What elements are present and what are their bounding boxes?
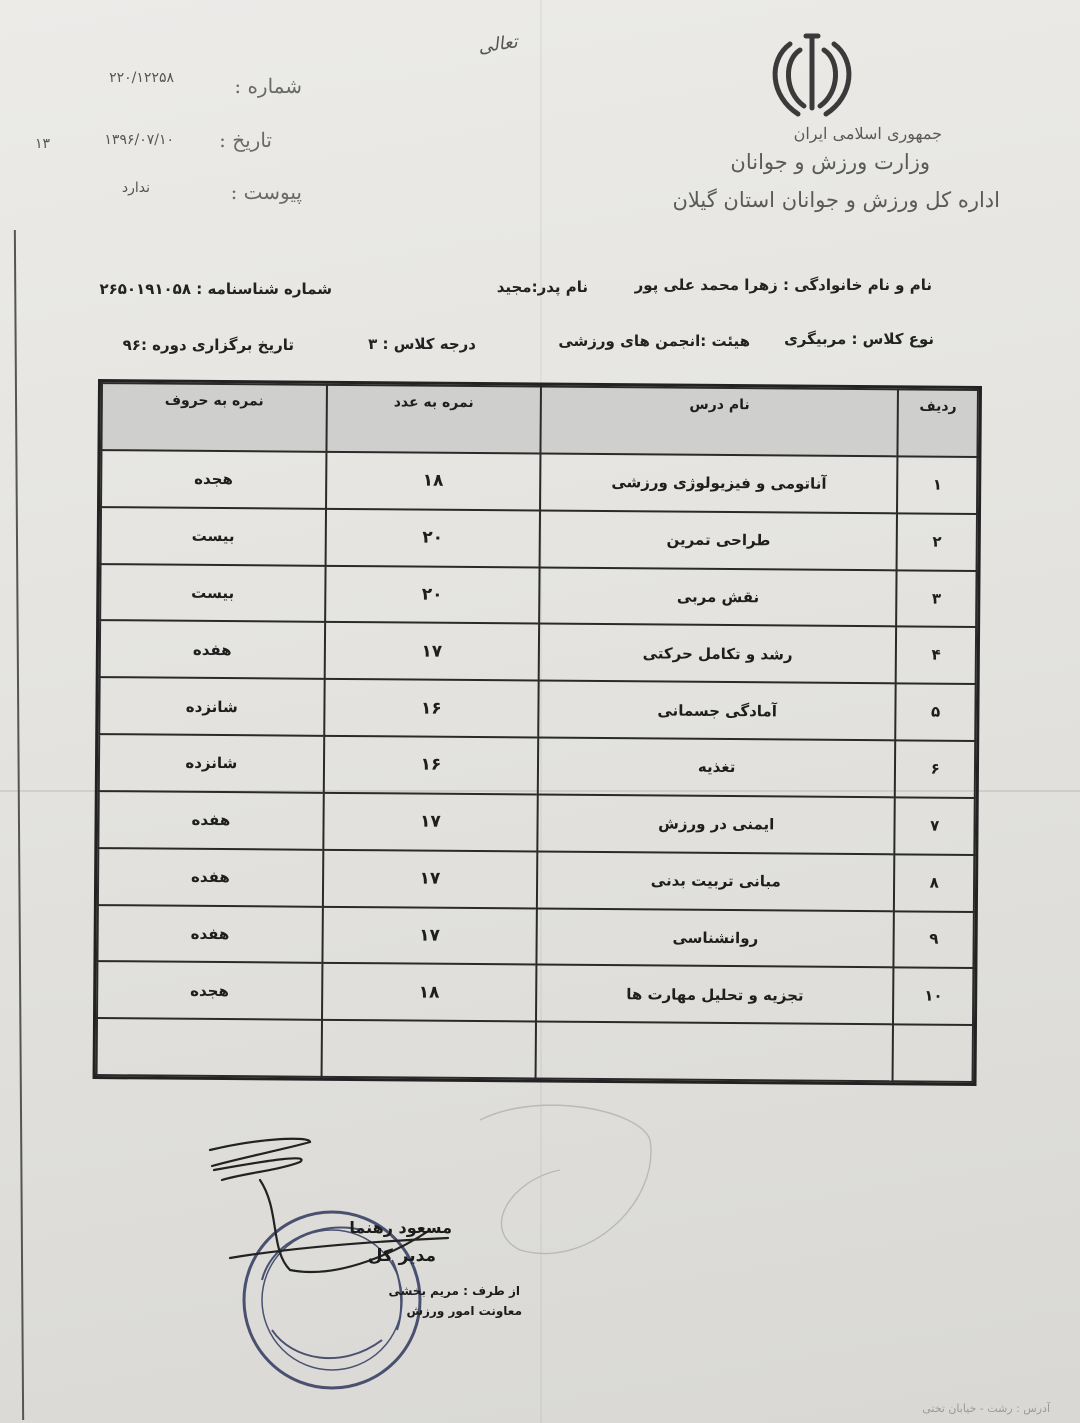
ministry-line2: وزارت ورزش و جوانان: [730, 150, 930, 174]
on-behalf: از طرف : مریم بخشی: [388, 1284, 520, 1298]
cell-score-digits: ۲۰: [325, 565, 540, 623]
cell-score-digits: ۱۸: [322, 963, 537, 1021]
date-prefix: ۱۳: [34, 136, 50, 152]
attachment-value: ندارد: [121, 180, 150, 196]
cell-empty: [893, 1024, 973, 1081]
cell-score-words: بیست: [100, 564, 325, 623]
cell-row-number: ۳: [896, 570, 976, 627]
class-type: نوع کلاس : مربیگری: [784, 330, 934, 348]
cell-row-number: ۲: [897, 513, 977, 570]
cell-course: آناتومی و فیزیولوژی ورزشی: [540, 454, 898, 514]
header-row-number: ردیف: [898, 389, 978, 457]
cell-score-digits: ۲۰: [325, 509, 540, 567]
header-score-words: نمره به حروف: [101, 383, 326, 452]
cell-course: آمادگی جسمانی: [538, 681, 896, 741]
signer-name: مسعود رهنما: [349, 1218, 452, 1237]
cell-row-number: ۱۰: [893, 968, 973, 1025]
cell-course: مبانی تربیت بدنی: [537, 851, 895, 911]
cell-score-words: هجده: [97, 961, 322, 1020]
cell-score-digits: ۱۷: [323, 793, 538, 851]
id-number: شماره شناسنامه : ۲۶۵۰۱۹۱۰۵۸: [99, 280, 332, 298]
cell-score-words: شانزده: [99, 677, 324, 736]
cell-course: تغذیه: [538, 738, 896, 798]
class-grade: درجه کلاس : ۳: [368, 335, 476, 353]
cell-row-number: ۱: [897, 456, 977, 513]
table-row: [100, 564, 976, 628]
cell-score-digits: ۱۶: [323, 736, 538, 794]
table-row: [99, 677, 975, 741]
board: هیئت :انجمن های ورزشی: [558, 332, 750, 350]
cell-score-digits: ۱۸: [326, 452, 541, 510]
cell-course: روانشناسی: [536, 908, 894, 968]
cell-score-words: هفده: [100, 621, 325, 680]
cell-score-words: هجده: [101, 450, 326, 509]
cell-row-number: ۷: [895, 797, 975, 854]
attachment-label: پیوست :: [230, 180, 302, 204]
cell-empty: [536, 1022, 894, 1082]
cell-score-digits: ۱۶: [324, 679, 539, 737]
table-empty-row: [97, 1018, 973, 1082]
cell-score-digits: ۱۷: [322, 906, 537, 964]
ministry-line3: اداره کل ورزش و جوانان استان گیلان: [672, 188, 1000, 212]
table-row: [97, 905, 973, 969]
margin-line: [14, 230, 24, 1420]
table-row: [98, 848, 974, 912]
table-row: [99, 734, 975, 798]
cell-score-words: بیست: [101, 507, 326, 566]
pencil-scribble: [420, 1080, 680, 1280]
table-row: [101, 507, 977, 571]
cell-row-number: ۹: [894, 911, 974, 968]
date-value: ۱۳۹۶/۰۷/۱۰: [104, 132, 174, 148]
table-row: [97, 961, 973, 1025]
cell-score-words: هفده: [98, 848, 323, 907]
cell-score-words: هفده: [97, 905, 322, 964]
signer-title: مدیر کل: [367, 1246, 436, 1266]
cell-score-words: هفده: [98, 791, 323, 850]
grades-table: [93, 379, 982, 1086]
cell-row-number: ۵: [896, 684, 976, 741]
cell-course: تجزیه و تحلیل مهارت ها: [536, 965, 894, 1025]
top-mark: تعالی: [476, 31, 519, 58]
cell-score-words: شانزده: [99, 734, 324, 793]
cell-course: ایمنی در ورزش: [537, 794, 895, 854]
cell-empty: [321, 1020, 536, 1079]
table-row: [100, 621, 976, 685]
date-label: تاریخ :: [219, 128, 272, 152]
emblem-icon: [762, 30, 862, 120]
table-row: [101, 450, 977, 514]
cell-score-digits: ۱۷: [324, 622, 539, 680]
cell-row-number: ۶: [895, 740, 975, 797]
number-value: ۲۲۰/۱۲۲۵۸: [109, 70, 174, 86]
father-name: نام پدر:مجید: [496, 278, 588, 296]
course-date: تاریخ برگزاری دوره :۹۶: [122, 336, 294, 354]
header-score-digits: نمره به عدد: [326, 385, 541, 454]
number-label: شماره :: [234, 74, 302, 98]
table-row: [98, 791, 974, 855]
cell-course: طراحی تمرین: [540, 510, 898, 570]
cell-course: رشد و تکامل حرکتی: [539, 624, 897, 684]
header-course: نام درس: [541, 387, 899, 457]
cell-course: نقش مربی: [539, 567, 897, 627]
table-header-row: [101, 383, 977, 457]
cell-row-number: ۸: [894, 854, 974, 911]
ministry-line1: جمهوری اسلامی ایران: [793, 124, 942, 143]
on-behalf-title: معاونت امور ورزش: [406, 1304, 522, 1318]
student-name: نام و نام خانوادگی : زهرا محمد علی پور: [634, 276, 932, 294]
cell-row-number: ۴: [896, 627, 976, 684]
cell-empty: [97, 1018, 322, 1077]
cell-score-digits: ۱۷: [323, 850, 538, 908]
footer-address: آدرس : رشت - خیابان تختی: [922, 1402, 1050, 1415]
